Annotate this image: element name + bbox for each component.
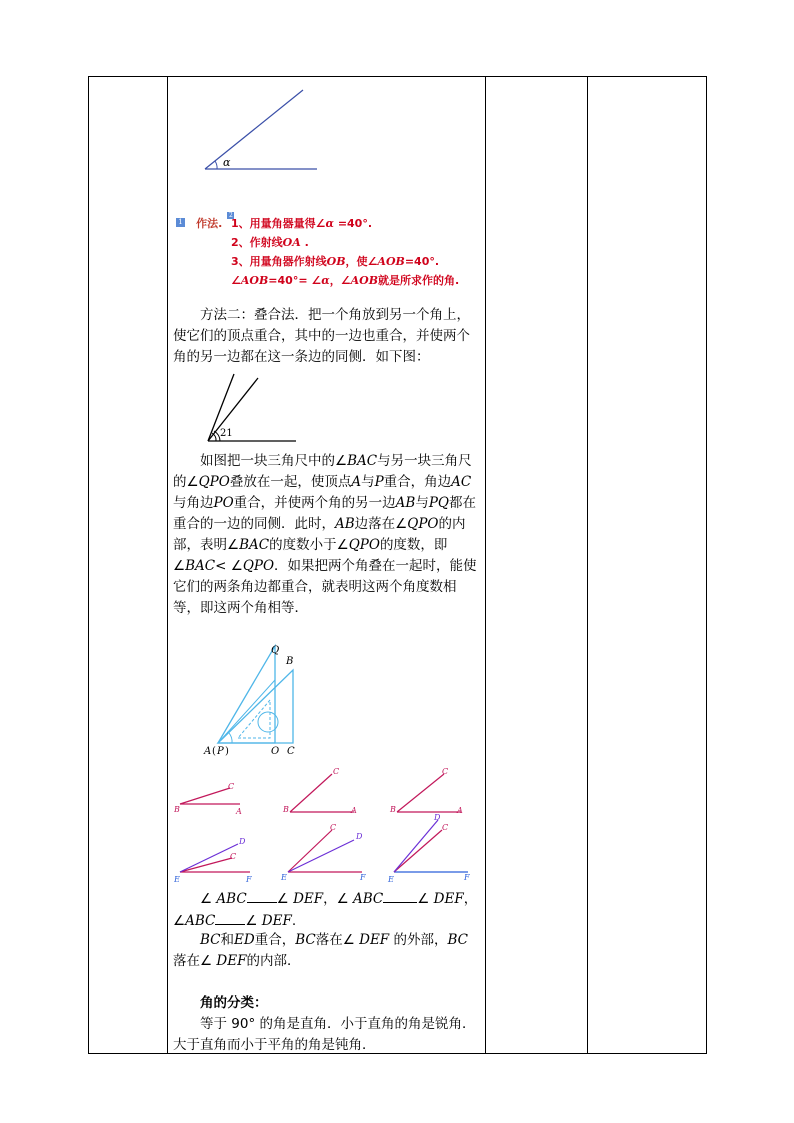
r2c-label-E: E [388, 875, 394, 884]
r2a-label-E: E [174, 875, 180, 884]
badge-1: 1 [176, 218, 185, 227]
r1a-ray [180, 788, 230, 804]
method2-paragraph: 方法二：叠合法．把一个角放到另一个角上，使它们的顶点重合，其中的一边也重合，并使两个角的另一边都在这一条边的同侧．如下图： [173, 307, 470, 365]
r1a-label-B: B [174, 805, 180, 814]
label-O: O [271, 746, 280, 757]
r2c-label-D: D [434, 813, 441, 822]
construction-step-list [231, 214, 459, 290]
r2a-label-C: C [230, 852, 237, 861]
alpha-label: α [223, 156, 231, 169]
r2b-ray-C [288, 830, 332, 872]
r2b-label-C: C [330, 823, 337, 832]
label-paren-open: ( [212, 746, 216, 757]
column-divider-1 [167, 77, 168, 1053]
triangle-ruler-paragraph: 如图把一块三角尺中的∠BAC与另一块三角尺的∠QPO叠放在一起，使顶点A与P重合，角边AC与角边PO重合，并使两个角的另一边AB与PQ都在重合的一边的同侧．此时，AB边落在∠QPO的内部，表明∠BAC的度数小于∠QPO的度数，即∠BAC< ∠QPO．如果把两个角叠在一起时，能使它们的两条角边都重合，就表明这两个角度数相等，即这两个角相等． [173, 453, 477, 616]
r2c-ray-C [394, 830, 442, 872]
blank-1[interactable] [247, 888, 277, 903]
label-A: A [204, 746, 212, 757]
label-paren-close: ) [225, 746, 229, 757]
r2b-label-D: D [356, 832, 363, 841]
step-2: 2、作射线OA . [231, 236, 309, 249]
set-squares-figure [198, 640, 308, 760]
r2a-label-F: F [246, 875, 252, 884]
inner-edge [218, 680, 275, 743]
r2b-label-F: F [360, 873, 366, 882]
label-P: P [217, 746, 224, 757]
triangle-BAC [218, 670, 293, 743]
r1b-label-C: C [333, 767, 340, 776]
r1c-label-B: B [390, 805, 396, 814]
angle-number-label: 21 [220, 428, 233, 439]
conclusion: ∠AOB=40°= ∠α，∠AOB就是所求作的角. [231, 274, 460, 287]
r1c-label-C: C [442, 767, 449, 776]
column-divider-3 [587, 77, 588, 1053]
step-3: 3、用量角器作射线OB，使∠AOB=40°. [231, 255, 440, 268]
r1a-label-C: C [228, 782, 235, 791]
classification-text: 等于 90° 的角是直角．小于直角的角是锐角．大于直角而小于平角的角是钝角． [173, 1016, 476, 1053]
r1c-ray [397, 774, 444, 812]
label-Q: Q [271, 645, 280, 656]
r1b-ray [290, 774, 332, 812]
step-1: 1、用量角器量得∠α =40°. [231, 217, 373, 230]
r2c-label-F: F [464, 873, 470, 882]
angle-arc [215, 161, 217, 169]
overlap-angles-figure [200, 372, 300, 444]
blank-2[interactable] [383, 888, 417, 903]
r2c-ray-D [394, 820, 438, 872]
column-divider-2 [485, 77, 486, 1053]
blank-3[interactable] [215, 910, 245, 925]
compare-blanks: ∠ ABC ∠ DEF，∠ ABC ∠ DEF，∠ABC ∠ DEF. [173, 888, 481, 932]
label-C: C [287, 746, 295, 757]
r1c-label-A: A [457, 806, 463, 815]
r2b-label-E: E [281, 873, 287, 882]
label-B: B [286, 656, 294, 667]
r1b-label-A: A [351, 806, 357, 815]
r2a-label-D: D [239, 837, 246, 846]
construction-heading: 作法. [196, 217, 223, 230]
r2c-label-C: C [442, 823, 449, 832]
ray-upper [205, 90, 303, 169]
badge-2: 2 [228, 212, 233, 219]
r2b-ray-D [288, 840, 354, 872]
r1a-label-A: A [236, 807, 242, 816]
r1b-label-B: B [283, 805, 289, 814]
angle-arc-A [229, 733, 232, 743]
classification-title: 角的分类： [200, 995, 268, 1011]
overlap-explanation: BC和ED重合，BC落在∠ DEF 的外部，BC落在∠ DEF的内部． [173, 932, 468, 969]
angle-alpha-figure [195, 86, 335, 178]
angle-comparison-grid [174, 764, 479, 886]
